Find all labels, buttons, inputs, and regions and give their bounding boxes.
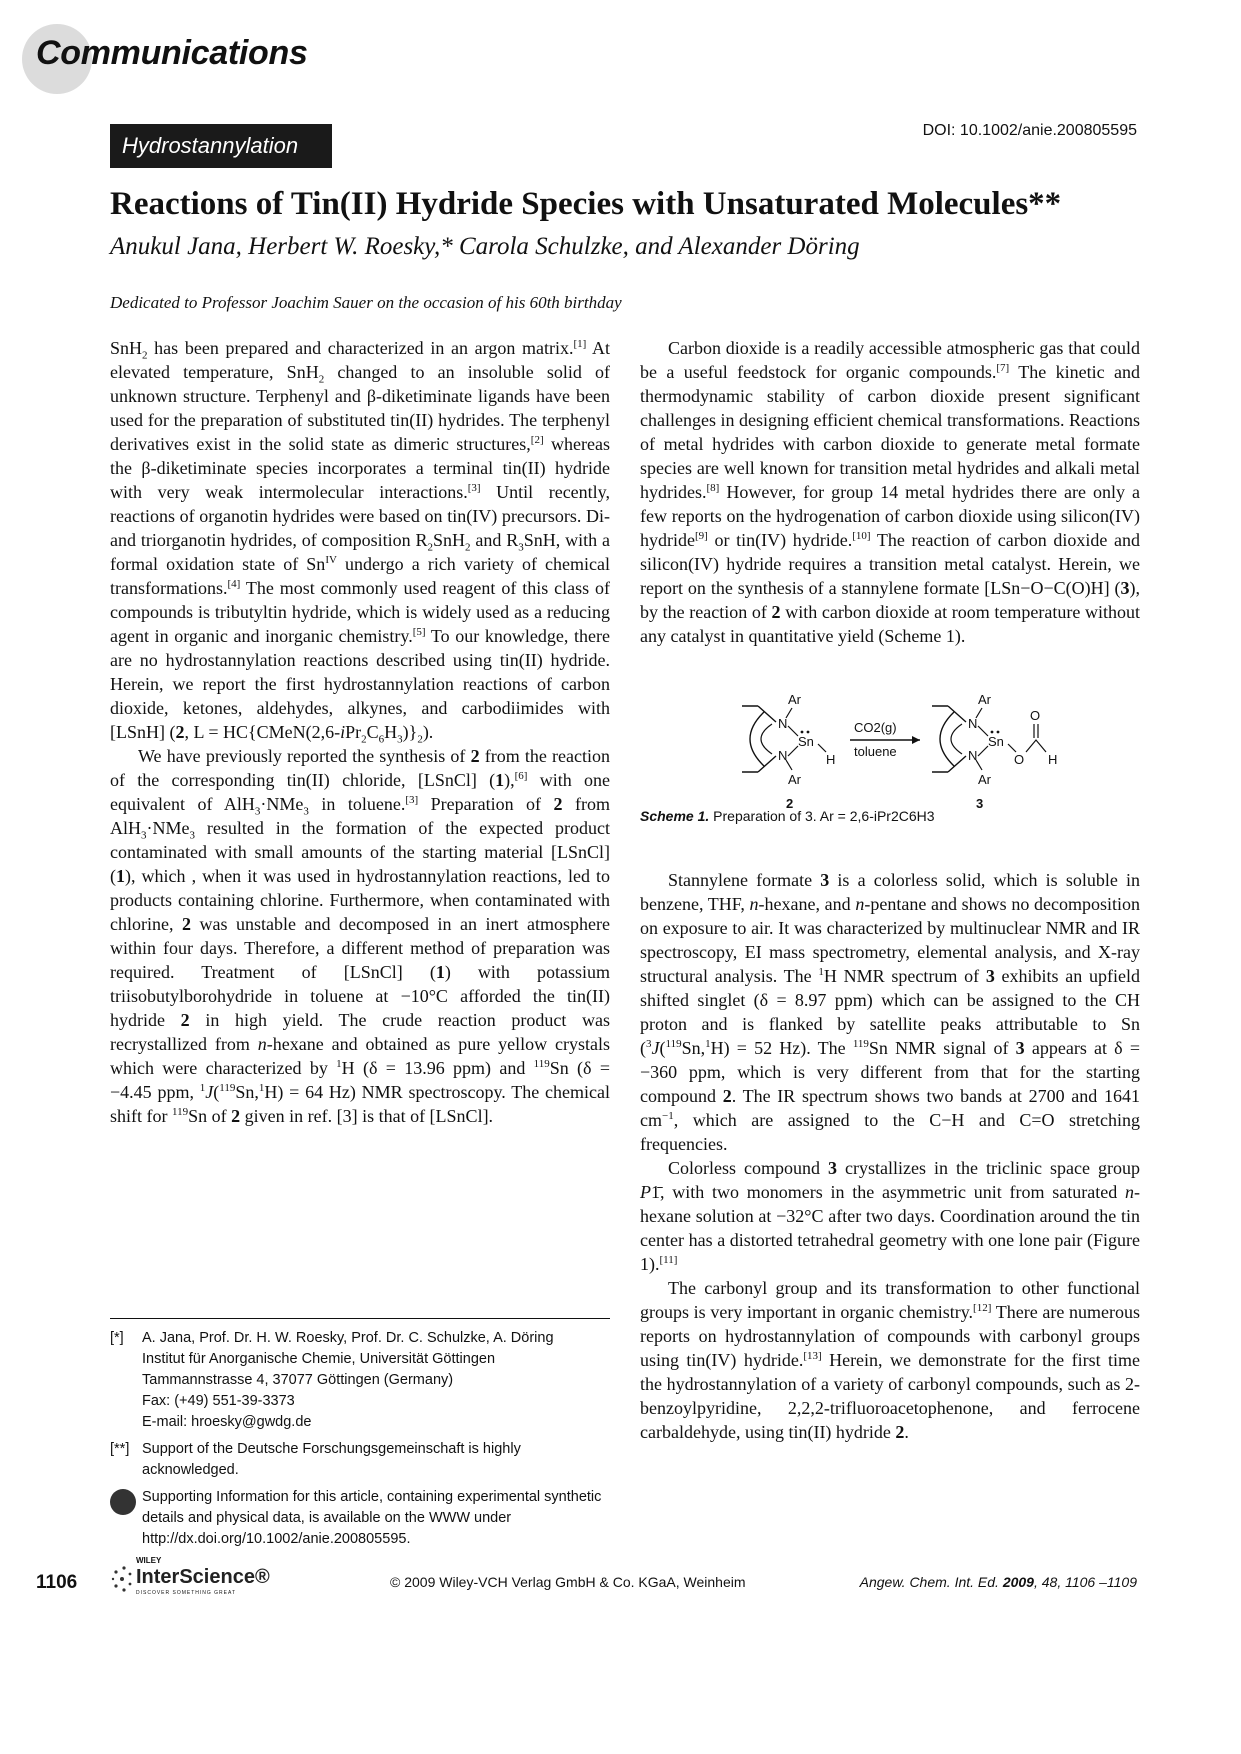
ar-label: Ar [978, 772, 991, 787]
footnotes [110, 1328, 610, 1556]
paragraph: Stannylene formate 3 is a colorless solid, which is soluble in benzene, THF, n-hexane, and n-pentane and shows no decomposition on exposure to air. It was characterized by multinuclear NMR and IR spectroscopy, EI mass spectrometry, elemental analysis, and X-ray structural analysis. The $^1$H NMR spectrum of 3 exhibits an upfield shifted singlet (δ = 8.97 ppm) which can be assigned to the CH proton and is flanked by satellite peaks attributable to Sn ($^3$J($^{119}$Sn,$^1$H) = 52 Hz). The $^{119}$Sn NMR signal of 3 appears at δ = −360 ppm, which is very different from that for the starting compound 2. The IR spectrum shows two bands at 2700 and 1641 $cm^{-1}$, which are assigned to the C−H and C=O stretching frequencies. [640, 870, 1141, 1154]
scheme-caption-label: Scheme 1. [640, 808, 710, 824]
footnote-supporting-info [110, 1487, 610, 1550]
footnote-line: Institut für Anorganische Chemie, Universität Göttingen [142, 1351, 496, 1367]
footnote-text[interactable]: Supporting Information for this article, containing experimental synthetic details and physical data, is available on the WWW under http://dx.doi.org/10.1002/anie.200805595. [142, 1489, 602, 1547]
footnote-mark: [**] [110, 1441, 130, 1457]
footnote-line: Tammannstrasse 4, 37077 Göttingen (Germany) [142, 1372, 454, 1388]
reagent-toluene: toluene [854, 744, 897, 759]
ar-label: Ar [788, 772, 801, 787]
logo-brand: InterScience® [136, 1566, 270, 1588]
paragraph: We have previously reported the synthesis of 2 from the reaction of the corresponding tin(II) chloride, [LSnCl] (1),[6] with one equivalent of AlH$_3$·NMe$_3$ in toluene.[3] Preparation of 2 from AlH$_3$·NMe$_3$ resulted in the formation of the expected product contaminated with small amounts of the starting material [LSnCl] (1), which , when it was used in hydrostannylation reactions, led to products containing chlorine. Furthermore, when contaminated with chlorine, 2 was unstable and decomposed in an inert atmosphere within four days. Therefore, a different method of preparation was required. Treatment of [LSnCl] (1) with potassium triisobutylborohydride in toluene at −10°C afforded the tin(II) hydride 2 in high yield. The crude reaction product was recrystallized from n-hexane and obtained as pure yellow crystals which were characterized by $^1$H (δ = 13.96 ppm) and $^{119}$Sn (δ = −4.45 ppm, $^1$J($^{119}$Sn,$^1$H) = 64 Hz) NMR spectroscopy. The chemical shift for $^{119}$Sn of 2 given in ref. [3] is that of [LSnCl]. [110, 746, 611, 1126]
atom-n: N [778, 716, 788, 731]
atom-n: N [968, 716, 978, 731]
body-column-right [640, 336, 1140, 1444]
logo-tagline: DISCOVER SOMETHING GREAT [136, 1590, 237, 1596]
logo-wiley: WILEY [136, 1556, 162, 1565]
section-header: Communications [36, 34, 308, 72]
footnote-affiliation [110, 1328, 610, 1433]
atom-n: N [968, 748, 978, 763]
doi: DOI: 10.1002/anie.200805595 [922, 122, 1137, 139]
section-tag: Hydrostannylation [110, 124, 332, 168]
footnote-rule [110, 1318, 610, 1319]
journal-volume: 48 [1041, 1574, 1058, 1590]
scheme-1-reaction [640, 684, 1140, 811]
atom-o: O [1014, 752, 1025, 767]
footnote-line: A. Jana, Prof. Dr. H. W. Roesky, Prof. Dr. C. Schulzke, A. Döring [142, 1330, 554, 1346]
paragraph: The carbonyl group and its transformation to other functional groups is very important in organic chemistry.[12] There are numerous reports on hydrostannylation of compounds with carbonyl groups using tin(IV) hydride.[13] Herein, we demonstrate for the first time the hydrostannylation of a variety of carbonyl compounds, such as 2-benzoylpyridine, 2,2,2-trifluoroacetophenone, and ferrocene carbaldehyde, using tin(II) hydride 2. [640, 1278, 1141, 1442]
ar-label: Ar [788, 692, 801, 707]
compound-2-label: 2 [786, 796, 794, 811]
journal-citation: Angew. Chem. Int. Ed. 2009, 48, 1106 –1109 [859, 1574, 1137, 1590]
journal-name: Angew. Chem. Int. Ed. [859, 1574, 999, 1590]
compound-3-label: 3 [976, 796, 984, 811]
footnote-email[interactable]: E-mail: hroesky@gwdg.de [142, 1414, 312, 1430]
body-column-left [110, 336, 610, 1128]
atom-o: O [1030, 708, 1041, 723]
footnote-text: Support of the Deutsche Forschungsgemeinschaft is highly acknowledged. [142, 1441, 521, 1478]
footnote-line: Fax: (+49) 551-39-3373 [142, 1393, 295, 1409]
supporting-info-icon [110, 1489, 136, 1515]
page-number: 1106 [36, 1572, 78, 1593]
ar-label: Ar [978, 692, 991, 707]
paragraph: Carbon dioxide is a readily accessible atmospheric gas that could be a useful feedstock for organic compounds.[7] The kinetic and thermodynamic stability of carbon dioxide present significant challenges in designing efficient chemical transformations. Reactions of metal hydrides with carbon dioxide to generate metal formate species are well known for transition metal hydrides and alkali metal hydrides.[8] However, for group 14 metal hydrides there are only a few reports on the hydrogenation of carbon dioxide using silicon(IV) hydride[9] or tin(IV) hydride.[10] The reaction of carbon dioxide and silicon(IV) hydride requires a transition metal catalyst. Herein, we report on the synthesis of a stannylene formate [LSn−O−C(O)H] (3), by the reaction of 2 with carbon dioxide at room temperature without any catalyst in quantitative yield (Scheme 1). [640, 338, 1141, 646]
reagent-co2: CO2(g) [854, 720, 897, 735]
article-title: Reactions of Tin(II) Hydride Species with Unsaturated Molecules** [110, 186, 1062, 222]
atom-h: H [1048, 752, 1058, 767]
paragraph: SnH$_2$ has been prepared and characterized in an argon matrix.[1] At elevated temperature, SnH$_2$ changed to an insoluble solid of unknown structure. Terphenyl and β-diketiminate ligands have been used for the preparation of substituted tin(II) hydrides. The terphenyl derivatives exist in the solid state as dimeric structures,[2] whereas the β-diketiminate species incorporates a terminal tin(II) hydride with very weak intermolecular interactions.[3] Until recently, reactions of organotin hydrides were based on tin(IV) precursors. Di- and triorganotin hydrides, of composition $R_2SnH_2$ and $R_3SnH$, with a formal oxidation state of $Sn^{IV}$ undergo a rich variety of chemical transformations.[4] The most commonly used reagent of this class of compounds is tributyltin hydride, which is widely used as a reducing agent in organic and inorganic chemistry.[5] To our knowledge, there are no hydrostannylation reactions described using tin(II) hydride. Herein, we report the first hydrostannylation reactions of carbon dioxide, ketones, aldehydes, alkynes, and carbodiimides with [LSnH] (2, $L = HC\{CMeN(2,6-iPr_2C_6H_3)\}_2$). [110, 338, 611, 746]
atom-h: H [826, 752, 836, 767]
atom-sn: Sn [988, 734, 1004, 749]
journal-pages: 1106 –1109 [1065, 1574, 1137, 1590]
footnote-funding [110, 1439, 610, 1481]
scheme-caption-text: Preparation of 3. Ar = 2,6-iPr2C6H3 [713, 808, 935, 824]
journal-year: 2009 [1002, 1574, 1034, 1590]
authors: Anukul Jana, Herbert W. Roesky,* Carola Schulzke, and Alexander Döring [110, 233, 860, 260]
paragraph: Colorless compound 3 crystallizes in the triclinic space group P1̄, with two monomers in the asymmetric unit from saturated n-hexane solution at −32°C after two days. Coordination around the tin center has a distorted tetrahedral geometry with one lone pair (Figure 1).[11] [640, 1158, 1140, 1274]
dedication: Dedicated to Professor Joachim Sauer on the occasion of his 60th birthday [110, 293, 622, 312]
copyright: © 2009 Wiley-VCH Verlag GmbH & Co. KGaA, Weinheim [390, 1574, 746, 1590]
atom-n: N [778, 748, 788, 763]
scheme-caption [640, 804, 1140, 828]
footnote-mark: [*] [110, 1330, 124, 1346]
atom-sn: Sn [798, 734, 814, 749]
